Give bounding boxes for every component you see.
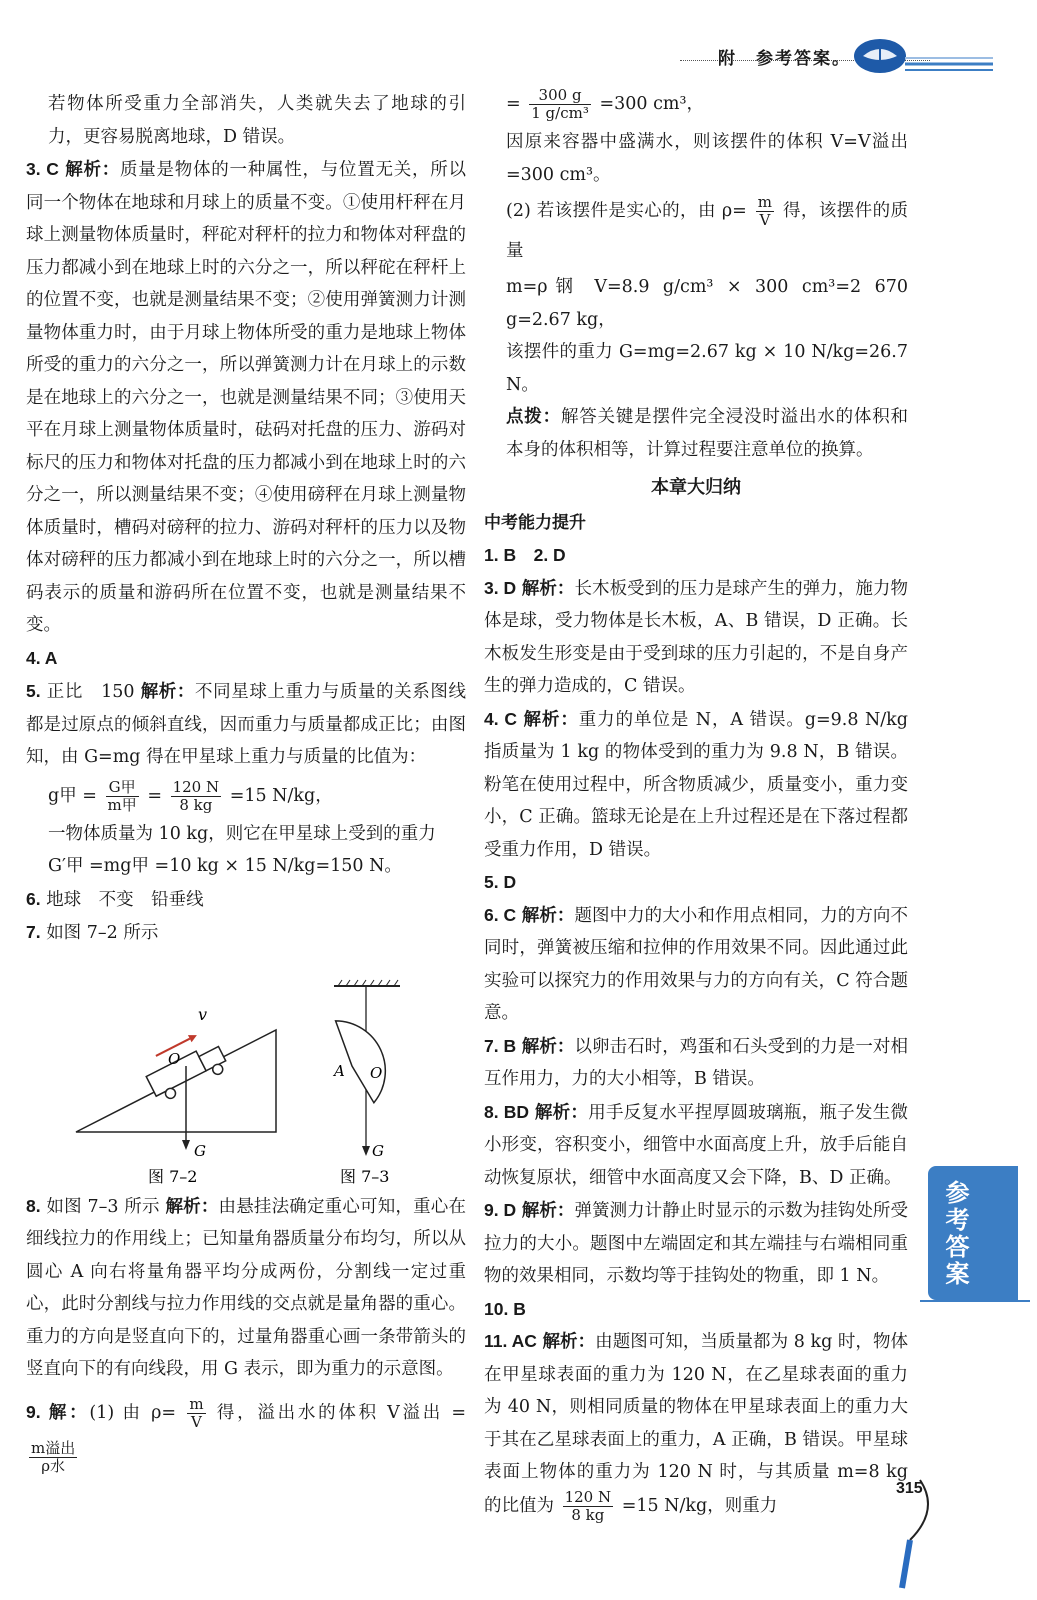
analysis-label: 解析： <box>542 1332 596 1352</box>
solution-text: 得，溢出水的体积 V溢出 = <box>216 1402 466 1423</box>
answer-r3 <box>484 572 908 703</box>
analysis-text: 题图中力的大小和作用点相同，力的方向不同时，弹簧被压缩和拉伸的作用效果不同。因此通过此实验可以探究力的作用效果与力的方向有关，C 符合题意。 <box>484 905 908 1023</box>
formula-left: g甲 = <box>48 785 97 806</box>
answer-number: 6. <box>26 888 41 909</box>
answer-r11 <box>484 1325 908 1524</box>
numerator: 120 N <box>564 1487 612 1506</box>
right-paragraph-3 <box>484 191 908 271</box>
answer-number: 9. <box>26 1401 41 1422</box>
answer-number: 5. <box>26 681 41 701</box>
analysis-label: 解析： <box>521 1036 575 1057</box>
answer-4 <box>26 642 466 676</box>
answer-number: 4. C <box>484 708 518 729</box>
answer-number: 4. A <box>26 647 58 668</box>
answer-text: 如图 7–2 所示 <box>46 923 159 943</box>
answer-r4 <box>484 703 908 867</box>
analysis-text: 质量是物体的一种属性，与位置无关，所以同一个物体在地球和月球上的质量不变。①使用杆秤在月球上测量物体质量时，秤砣对秤杆的拉力和物体对秤盘的压力都减小到在地球上时的六分之一，所以秤砣在秤杆上的位置不变，也就是测量结果不变；②使用弹簧测力计测量物体重力时，由于月球上物体所受的重力是地球上物体所受的重力的六分之一，所以弹簧测力计在月球上的示数是在地球上的六分之一，也就是测量结果不同；③使用天平在月球上测量物体质量时，砝码对托盘的压力、游码对标尺的压力和物体对托盘的压力都减小到在地球上时的六分之一，所以测量结果不变；④使用磅秤在月球上测量物体质量时，槽码对磅秤的拉力、游码对秤杆的压力以及物体对磅秤的压力都减小到在地球上时的六分之一，所以槽码表示的质量和游码所在位置不变，也就是测量结果不变。 <box>26 160 467 635</box>
figure-caption: 图 7–2 <box>148 1167 198 1186</box>
answer-value: 正比 150 <box>46 682 135 702</box>
answer-number: 11. AC <box>484 1331 537 1351</box>
fraction <box>563 1489 614 1524</box>
answer-r10: 10. B <box>484 1298 526 1319</box>
answer-number: 8. <box>26 1195 41 1216</box>
fraction <box>756 194 774 229</box>
left-paragraph-1: 若物体所受重力全部消失，人类就失去了地球的引力，更容易脱离地球，D 错误。 <box>48 94 466 147</box>
analysis-text: 不同星球上重力与质量的关系图线都是过原点的倾斜直线，因而重力与质量都成正比；由图知，由 G=mg 得在甲星球上重力与质量的比值为： <box>26 682 466 767</box>
figure-caption: 图 7–3 <box>340 1167 390 1186</box>
answer-5 <box>26 675 466 774</box>
answer-r8 <box>484 1096 908 1195</box>
fraction <box>29 1440 77 1475</box>
side-tab-label: 参考答案 <box>941 1180 969 1288</box>
tip-paragraph <box>484 401 908 466</box>
left-column <box>26 88 466 1479</box>
point-a-label: A <box>334 1062 345 1080</box>
solution-label: 解： <box>48 1402 90 1423</box>
analysis-text: 以卵击石时，鸡蛋和石头受到的力是一对相互作用力，力的大小相等，B 错误。 <box>484 1036 908 1089</box>
fraction <box>187 1396 205 1431</box>
answer-number: 7. B <box>484 1035 517 1056</box>
answer-text: 如图 7–3 所示 <box>46 1196 160 1217</box>
right-column <box>484 88 908 1524</box>
denominator: V <box>191 1412 202 1431</box>
analysis-label: 解析： <box>165 1196 219 1217</box>
formula-result: =15 N/kg， <box>229 785 333 806</box>
analysis-text: 弹簧测力计静止时显示的示数为挂钩处所受拉力的大小。题图中左端固定和其左端挂与右端相同重物的效果相同，示数均等于挂钩处的物重，即 1 N。 <box>484 1201 908 1286</box>
answer-5-line3: G′甲 =mg甲 =10 kg × 15 N/kg=150 N。 <box>48 856 402 876</box>
answer-9 <box>26 1390 466 1479</box>
analysis-text: 由悬挂法确定重心可知，重心在细线拉力的作用线上；已知量角器质量分布均匀，所以从圆心 A 向右将量角器平均分成两份，分割线一定过重心，此时分割线与拉力作用线的交点就是量角器的重心。重力的方向是竖直向下的，过量角器重心画一条带箭头的竖直向下的有向线段，用 G 表示，即为重力的示意图。 <box>26 1196 466 1379</box>
equals-sign: = <box>506 94 521 114</box>
center-label: O <box>168 1050 181 1068</box>
denominator: m甲 <box>107 795 137 814</box>
numerator: m溢出 <box>31 1438 76 1457</box>
figure-7-2 <box>70 1000 290 1190</box>
header-title: 附 参考答案。 <box>718 49 851 69</box>
point-o-label: O <box>370 1064 383 1082</box>
answer-number: 8. BD <box>484 1101 530 1122</box>
answer-5-line2: 一物体质量为 10 kg，则它在甲星球上受到的重力 <box>48 823 436 844</box>
gravity-label: G <box>372 1142 384 1160</box>
answer-number: 6. C <box>484 904 517 925</box>
analysis-text: 重力的单位是 N，A 错误。g=9.8 N/kg 指质量为 1 kg 的物体受到的重力为 9.8 N，B 错误。粉笔在使用过程中，所含物质减少，质量变小，重力变小，C 正确。篮球无论是在上升过程还是在下落过程都受重力作用，D 错误。 <box>484 709 908 860</box>
numerator: m <box>757 193 773 211</box>
analysis-text: 用手反复水平捏厚圆玻璃瓶，瓶子发生微小形变，容积变小，细管中水面高度上升，放手后能自动恢复原状，细管中水面高度又会下降，B、D 正确。 <box>484 1102 908 1188</box>
analysis-label: 解析： <box>521 1201 575 1221</box>
analysis-label: 解析： <box>523 709 579 730</box>
answer-number: 3. C <box>26 159 59 179</box>
figure-7-3 <box>316 978 426 1194</box>
solution-text: (2) 若该摆件是实心的，由 ρ= <box>506 201 747 221</box>
denominator: ρ水 <box>41 1456 66 1475</box>
formula-g-ratio <box>26 774 466 818</box>
answer-r6 <box>484 899 908 1030</box>
formula-volume <box>484 82 908 126</box>
right-paragraph-4: m=ρ钢 V=8.9 g/cm³ × 300 cm³=2 670 g=2.67 kg， <box>506 277 908 330</box>
analysis-label: 解析： <box>140 682 196 702</box>
numerator: G甲 <box>106 779 139 797</box>
denominator: 8 kg <box>179 795 213 814</box>
answer-text: 地球 不变 铅垂线 <box>46 889 204 910</box>
gravity-label: G <box>194 1142 206 1160</box>
answer-6 <box>26 883 466 917</box>
analysis-text: 长木板受到的压力是球产生的弹力，施力物体是球，受力物体是长木板，A、B 错误，D 正确。长木板发生形变是由于受到球的压力引起的，不是自身产生的弹力造成的，C 错误。 <box>484 578 908 696</box>
answer-number: 7. <box>26 922 41 942</box>
velocity-label: v <box>198 1005 208 1024</box>
denominator: V <box>759 211 771 229</box>
answer-number: 9. D <box>484 1200 517 1220</box>
book-logo-icon <box>845 34 995 76</box>
right-paragraph-2: 因原来容器中盛满水，则该摆件的体积 V=V溢出 =300 cm³。 <box>506 132 908 185</box>
answer-number: 3. D <box>484 577 517 598</box>
analysis-text: =15 N/kg，则重力 <box>621 1495 778 1516</box>
fraction <box>106 779 139 814</box>
answer-3 <box>26 153 466 642</box>
analysis-label: 解析： <box>65 160 120 180</box>
analysis-label: 解析： <box>521 578 575 599</box>
answer-r5: 5. D <box>484 872 517 892</box>
section-title: 本章大归纳 <box>651 477 741 498</box>
answers-1-2: 1. B 2. D <box>484 545 566 565</box>
denominator: 1 g/cm³ <box>531 104 589 122</box>
answer-7 <box>26 916 466 950</box>
analysis-text: 由题图可知，当质量都为 8 kg 时，物体在甲星球表面的重力为 120 N，在乙星球表面的重力为 40 N，则相同质量的物体在甲星球表面上的重力大于其在乙星球表面上的重力，A 正确，B 错误。甲星球表面上物体的重力为 120 N 时，与其质量 m=8 kg 的比值为 <box>484 1332 908 1516</box>
truck-icon <box>138 1025 230 1104</box>
analysis-label: 解析： <box>521 905 575 926</box>
answer-8 <box>26 1190 466 1386</box>
page-curl-icon <box>880 1470 940 1590</box>
tip-label: 点拨： <box>506 407 561 427</box>
solution-text: 得，该摆件的质量 <box>506 201 908 261</box>
fraction <box>171 779 222 814</box>
formula-result: =300 cm³， <box>599 94 704 114</box>
right-paragraph-5: 该摆件的重力 G=mg=2.67 kg × 10 N/kg=26.7 N。 <box>506 342 908 395</box>
subsection-title: 中考能力提升 <box>484 512 586 533</box>
fraction <box>529 87 591 122</box>
equals-sign: = <box>147 785 162 806</box>
page-number: 315 <box>896 1480 923 1497</box>
tip-text: 解答关键是摆件完全浸没时溢出水的体积和本身的体积相等，计算过程要注意单位的换算。 <box>506 407 909 460</box>
denominator: 8 kg <box>571 1505 605 1524</box>
answer-r9 <box>484 1194 908 1293</box>
answer-r7 <box>484 1030 908 1096</box>
numerator: m <box>189 1394 204 1413</box>
solution-text: (1) 由 ρ= <box>89 1402 177 1423</box>
analysis-label: 解析： <box>534 1102 589 1123</box>
numerator: 120 N <box>172 777 220 796</box>
numerator: 300 g <box>529 87 591 105</box>
side-tab-rule <box>920 1300 1030 1302</box>
